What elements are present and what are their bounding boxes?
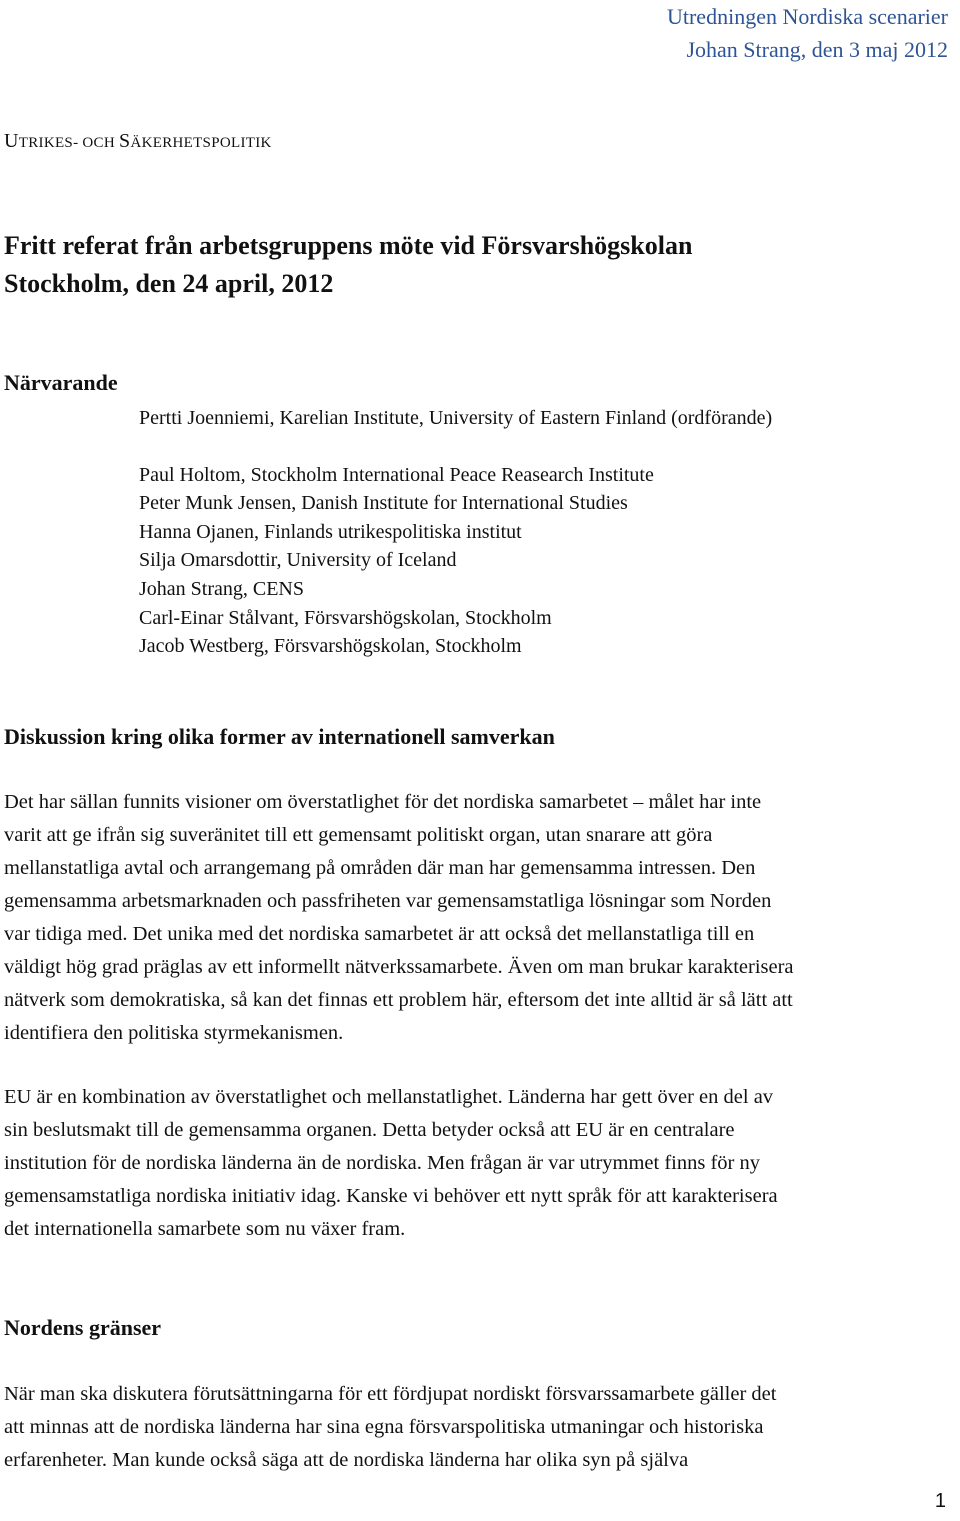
attendees-heading: Närvarande [4,370,118,395]
text-line: mellanstatliga avtal och arrangemang på områden där man har gemensamma intressen. Den [4,857,756,879]
section-label-initial-1: U [4,130,19,152]
section-label-rest-2: ÄKERHETSPOLITIK [130,135,272,151]
title-line-2: Stockholm, den 24 april, 2012 [4,269,334,298]
text-line: institution för de nordiska länderna än de nordiska. Men frågan är var utrymmet finns för ny [4,1152,761,1174]
section-label-rest-1: TRIKES [18,135,74,151]
text-line: När man ska diskutera förutsättningarna för ett fördjupat nordiskt försvarssamarbete gäller det [4,1383,777,1405]
text-line: identifiera den politiska styrmekanismen. [4,1022,344,1044]
header-line-1: Utredningen Nordiska scenarier [666,4,948,29]
attendee-item: Silja Omarsdottir, University of Iceland [139,549,457,572]
header-line-2: Johan Strang, den 3 maj 2012 [686,37,948,62]
section-1-paragraph-1 [4,786,954,1050]
attendee-item: Peter Munk Jensen, Danish Institute for International Studies [139,492,628,515]
text-line: EU är en kombination av överstatlighet och mellanstatlighet. Länderna har gett över en del av [4,1086,774,1108]
text-line: gemensamstatliga nordiska initiativ idag. Kanske vi behöver ett nytt språk för att karakterisera [4,1185,778,1207]
section-2-heading: Nordens gränser [4,1315,162,1340]
attendee-item: Carl-Einar Stålvant, Försvarshögskolan, Stockholm [139,606,552,629]
text-line: gemensamma arbetsmarknaden och passfriheten var gemensamstatliga lösningar som Norden [4,890,772,912]
attendee-item: Johan Strang, CENS [139,577,304,600]
section-label-separator: - OCH [73,135,120,151]
text-line: var tidiga med. Det unika med det nordiska samarbetet är att också det mellanstatliga till en [4,923,755,945]
text-line: väldigt hög grad präglas av ett informellt nätverkssamarbete. Även om man brukar karakterisera [4,956,794,978]
text-line: nätverk som demokratiska, så kan det finnas ett problem här, eftersom det inte alltid är så lätt att [4,989,793,1011]
document-header [667,0,948,66]
text-line: att minnas att de nordiska länderna har sina egna försvarspolitiska utmaningar och historiska [4,1416,764,1438]
text-line: sin beslutsmakt till de gemensamma organen. Detta betyder också att EU är en centralare [4,1119,735,1141]
attendee-chair: Pertti Joenniemi, Karelian Institute, University of Eastern Finland (ordförande) [139,407,773,429]
title-line-1: Fritt referat från arbetsgruppens möte vid Försvarshögskolan [4,231,693,260]
attendee-item: Jacob Westberg, Försvarshögskolan, Stockholm [139,635,522,658]
section-1-paragraph-2 [4,1081,954,1246]
section-label [4,130,272,153]
attendee-list [139,404,772,661]
section-1-heading: Diskussion kring olika former av internationell samverkan [4,724,555,749]
text-line: varit att ge ifrån sig suveränitet till ett gemensamt politiskt organ, utan snarare att göra [4,824,713,846]
attendee-item: Hanna Ojanen, Finlands utrikespolitiska institut [139,520,522,543]
document-title [4,227,944,303]
attendee-item: Paul Holtom, Stockholm International Peace Reasearch Institute [139,463,654,486]
text-line: det internationella samarbete som nu växer fram. [4,1218,406,1240]
text-line: Det har sällan funnits visioner om överstatlighet för det nordiska samarbetet – målet har inte [4,791,762,813]
page-number: 1 [934,1490,946,1512]
section-label-initial-2: S [119,130,131,152]
section-2-paragraph-1 [4,1378,954,1477]
text-line: erfarenheter. Man kunde också säga att de nordiska länderna har olika syn på själva [4,1449,689,1471]
